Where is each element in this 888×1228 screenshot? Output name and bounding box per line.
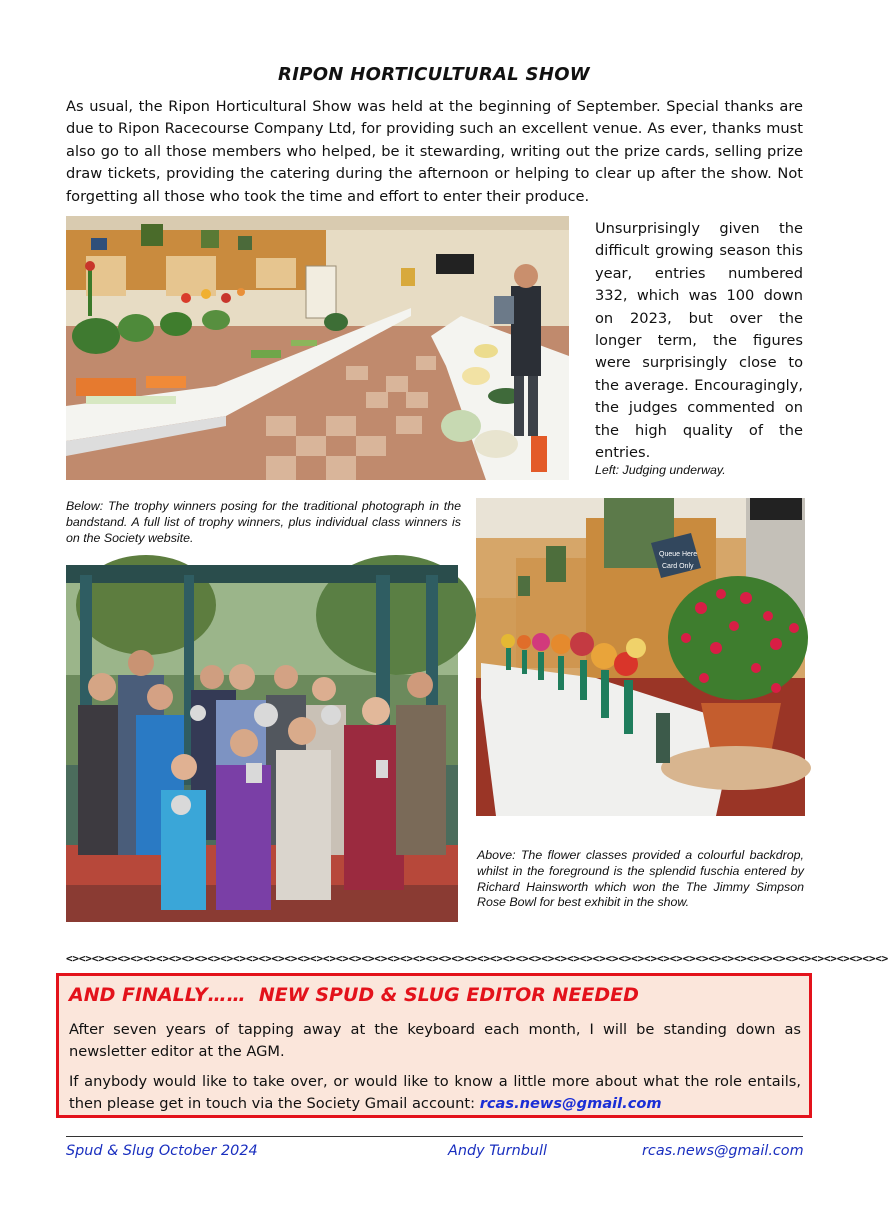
judging-caption: Left: Judging underway. xyxy=(595,463,726,477)
divider-line: <><><><><><><><><><><><><><><><><><><><><><><><><><><><><><><><><><><><><><><><><><><><><><><><><><><><><><><><><><><><><><><><> xyxy=(66,952,888,965)
trophy-caption: Below: The trophy winners posing for the traditional photograph in the bandstand. A full list of trophy winners, plus individual class winners is on the Society website. xyxy=(66,499,461,545)
entries-paragraph: Unsurprisingly given the difficult growing season this year, entries numbered 332, which was 100 down on 2023, but over the longer term, the figures were surprisingly close to the average. Encouragingly, the judges commented on the high quality of the entries. xyxy=(595,220,803,462)
flowers-caption: Above: The flower classes provided a colourful backdrop, whilst in the foreground is the splendid fuschia entered by Richard Hainsworth which won the The Jimmy Simpson Rose Bowl for best exhibit in the show. xyxy=(477,848,804,910)
footer-issue: Spud & Slug October 2024 xyxy=(66,1143,258,1159)
card-only-sign: Card Only xyxy=(662,563,694,570)
notice-paragraph-2 xyxy=(69,1071,801,1116)
queue-here-sign: Queue Here xyxy=(659,551,698,558)
footer-rule xyxy=(66,1136,803,1137)
page-title: RIPON HORTICULTURAL SHOW xyxy=(278,64,590,85)
notice-paragraph-1: After seven years of tapping away at the keyboard each month, I will be standing down as newsletter editor at the AGM. xyxy=(69,1021,801,1061)
footer-email[interactable]: rcas.news@gmail.com xyxy=(642,1143,804,1159)
notice-email-link[interactable]: rcas.news@gmail.com xyxy=(479,1095,662,1113)
notice-title: AND FINALLY…… NEW SPUD & SLUG EDITOR NEEDED xyxy=(69,984,639,1006)
flower-classes-photo xyxy=(476,498,805,816)
footer-author: Andy Turnbull xyxy=(448,1143,547,1159)
judging-photo xyxy=(66,216,569,480)
trophy-winners-photo xyxy=(66,565,458,922)
notice-paragraph-2-text: If anybody would like to take over, or would like to know a little more about what the role entails, then please get in touch via the Society Gmail account: xyxy=(69,1073,801,1113)
intro-paragraph: As usual, the Ripon Horticultural Show was held at the beginning of September. Special thanks are due to Ripon Racecourse Company Ltd, for providing such an excellent venue. As ever, thanks must also go to all those members who helped, be it stewarding, writing out the prize cards, selling prize draw tickets, providing the catering during the afternoon or helping to clear up after the show. Not forgetting all those who took the time and effort to enter their produce. xyxy=(66,98,803,205)
notice-box xyxy=(56,973,812,1118)
